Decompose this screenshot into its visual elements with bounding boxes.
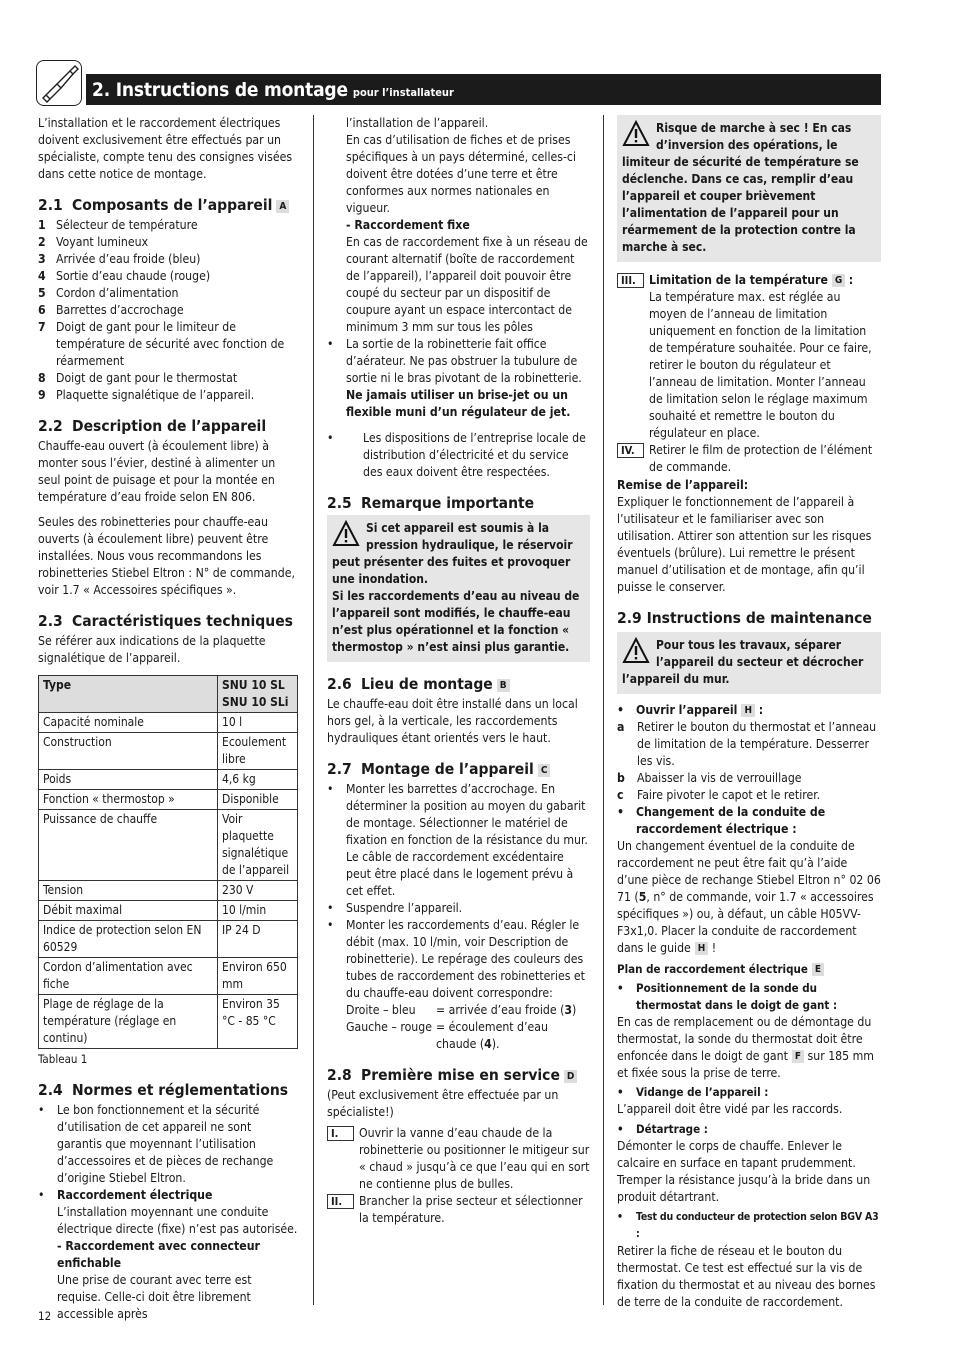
component-item: 1 Sélecteur de température: [38, 218, 198, 232]
bullet-list: [327, 430, 590, 481]
bullet-list: [617, 980, 881, 1014]
page-subtitle: pour l’installateur: [352, 86, 454, 99]
figure-tag: F: [792, 1050, 804, 1063]
table-row: [39, 733, 298, 770]
column-3: [617, 115, 881, 1319]
component-item: 5 Cordon d’alimentation: [38, 286, 179, 300]
step-item: IV. Retirer le film de protection de l’élément de commande.: [617, 442, 881, 476]
table-row: [39, 770, 298, 790]
component-item: 3 Arrivée d’eau froide (bleu): [38, 252, 201, 266]
warning-box: Si cet appareil est soumis à la pression hydraulique, le réservoir peut présenter des fuites et provoquer une inondation. Si les raccordements d’eau au niveau de l’appareil sont modifiés, le chauffe-eau n’est plus opérationnel et la fonction « thermostop » n’est ainsi plus garantie.: [327, 515, 590, 662]
list-item: • Raccordement électrique L’installation moyennant une conduite électrique directe (fixe) n’est pas autorisée. - Raccordement avec connecteur enfichable Une prise de courant avec terre est requise. Celle-ci doit être librement accessible après: [38, 1187, 298, 1323]
column-1: [38, 115, 298, 1323]
table-row: [39, 995, 298, 1049]
warning-icon: [622, 120, 650, 147]
component-item: 6 Barrettes d’accrochage: [38, 303, 184, 317]
component-item: 7 Doigt de gant pour le limiteur de température de sécurité avec fonction de réarmement: [38, 320, 285, 368]
list-item: c Faire pivoter le capot et le retirer.: [617, 788, 821, 802]
table-cell: Construction: [39, 733, 218, 770]
table-cell: Cordon d’alimentation avec fiche: [39, 958, 218, 995]
table-cell: Débit maximal: [39, 901, 218, 921]
table-cell: Poids: [39, 770, 218, 790]
page-number: 12: [38, 1309, 52, 1323]
figure-tag: C: [538, 764, 551, 777]
technical-specs-table: [38, 675, 298, 1049]
figure-tag: B: [497, 679, 510, 692]
warning-box: Pour tous les travaux, séparer l’appareil du secteur et décrocher l’appareil du mur.: [617, 632, 881, 694]
list-item: • Détartrage :: [617, 1121, 881, 1138]
table-row: [39, 901, 298, 921]
bullet-list: [617, 1209, 881, 1243]
section-heading-2-5: 2.5 Remarque importante: [327, 494, 535, 512]
components-list: [38, 217, 298, 404]
list-item: • Ouvrir l’appareil H :: [617, 702, 881, 719]
list-item: • Monter les barrettes d’accrochage. En déterminer la position au moyen du gabarit de montage. Sélectionner le matériel de fixation en fonction de la résistance du mur. Le câble de raccordement excédentaire peut être placé dans le logement prévu à cet effet.: [327, 781, 590, 900]
step-number: I.: [327, 1126, 354, 1141]
table-cell: Environ 35 °C - 85 °C: [218, 995, 298, 1049]
table-cell: 230 V: [218, 881, 298, 901]
table-row: [39, 790, 298, 810]
section-heading-2-3: 2.3 Caractéristiques techniques: [38, 612, 293, 630]
warning-icon: [332, 520, 360, 547]
paragraph: Chauffe-eau ouvert (à écoulement libre) à monter sous l’évier, destiné à alimenter un seul point de puisage et pour la montée en température d’eau froide selon EN 806.: [38, 439, 276, 504]
column-divider: [603, 115, 604, 1305]
list-item: a Retirer le bouton du thermostat et l’anneau de limitation de la température. Desserrer les vis.: [617, 720, 877, 768]
list-item: • Le bon fonctionnement et la sécurité d’utilisation de cet appareil ne sont garantis que moyennant l’utilisation d’accessoires et de pièces de rechange d’origine Stiebel Eltron.: [38, 1102, 298, 1187]
section-heading-2-9: 2.9 Instructions de maintenance: [617, 609, 872, 627]
step-item: III. Limitation de la température G : La température max. est réglée au moyen de l’anneau de limitation uniquement en fonction de la limitation de température souhaitée. Pour ce faire, retirer le bouton du régulateur et l’anneau de limitation. Monter l’anneau de limitation selon le réglage maximum souhaité et remettre le bouton du régulateur en place.: [617, 272, 881, 442]
table-header-cell: Type: [39, 676, 218, 713]
list-item: • Les dispositions de l’entreprise locale de distribution d’électricité et du service des eaux doivent être respectées.: [327, 430, 590, 481]
step-number: IV.: [617, 443, 644, 458]
list-item: b Abaisser la vis de verrouillage: [617, 771, 802, 785]
table-row: [39, 921, 298, 958]
table-cell: Capacité nominale: [39, 713, 218, 733]
column-divider: [313, 115, 314, 1305]
figure-tag: E: [812, 963, 824, 976]
paragraph: Un changement éventuel de la conduite de raccordement ne peut être fait qu’à l’aide d’une pièce de rechange Stiebel Eltron n° 02 06 71 (5, n° de commande, voir 1.7 « accessoires spécifiques ») ou, à défaut, un câble H05VV-F3x1,0. Placer la conduite de raccordement dans le guide H !: [617, 839, 881, 955]
bullet-list: [617, 1121, 881, 1138]
sub-heading: Remise de l’appareil:: [617, 478, 749, 492]
list-item: • Changement de la conduite de raccordement électrique :: [617, 804, 881, 838]
table-cell: Puissance de chauffe: [39, 810, 218, 881]
step-item: II. Brancher la prise secteur et sélectionner la température.: [327, 1193, 590, 1227]
bullet-list: [327, 336, 590, 421]
bullet-list: [617, 804, 881, 838]
section-heading-2-4: 2.4 Normes et réglementations: [38, 1081, 289, 1099]
step-item: I. Ouvrir la vanne d’eau chaude de la robinetterie ou positionner le mitigeur sur « chaud » jusqu’à ce que l’eau qui en sort ne contienne plus de bulles.: [327, 1125, 590, 1193]
table-cell: Plage de réglage de la température (réglage en continu): [39, 995, 218, 1049]
list-item: • Positionnement de la sonde du thermostat dans le doigt de gant :: [617, 980, 881, 1014]
table-caption: Tableau 1: [38, 1052, 88, 1066]
step-number: II.: [327, 1194, 354, 1209]
figure-tag: A: [276, 200, 289, 213]
table-header-row: [39, 676, 298, 713]
paragraph: L’appareil doit être vidé par les raccords.: [617, 1102, 843, 1116]
section-title-bar: [86, 74, 881, 105]
component-item: 8 Doigt de gant pour le thermostat: [38, 371, 238, 385]
paragraph: Retirer la fiche de réseau et le bouton du thermostat. Ce test est effectué sur la vis de fixation du thermostat et au niveau des bornes de terre de la conduite de raccordement.: [617, 1244, 876, 1309]
paragraph: Expliquer le fonctionnement de l’appareil à l’utilisateur et le familiariser avec son utilisation. Attirer son attention sur les risques éventuels (brûlure). Lui remettre le présent manuel d’utilisation et de montage, afin qu’il puisse le conserver.: [617, 495, 872, 594]
sub-heading: Plan de raccordement électrique E: [617, 961, 881, 978]
table-cell: Fonction « thermostop »: [39, 790, 218, 810]
bullet-list: [617, 702, 881, 719]
table-cell: 10 l: [218, 713, 298, 733]
bullet-list: [617, 1084, 881, 1101]
table-cell: 4,6 kg: [218, 770, 298, 790]
section-heading-2-1: 2.1 Composants de l’appareil A: [38, 195, 298, 215]
list-item: • Test du conducteur de protection selon BGV A3 :: [617, 1209, 881, 1243]
table-header-cell: SNU 10 SL SNU 10 SLi: [218, 676, 298, 713]
section-heading-2-2: 2.2 Description de l’appareil: [38, 417, 267, 435]
component-item: 2 Voyant lumineux: [38, 235, 149, 249]
paragraph: Seules des robinetteries pour chauffe-eau ouverts (à écoulement libre) peuvent être installées. Nous vous recommandons les robinetteries Stiebel Eltron : N° de commande, voir 1.7 « Accessoires spécifiques ».: [38, 515, 295, 597]
section-heading-2-7: 2.7 Montage de l’appareil C: [327, 759, 590, 779]
section-heading-2-6: 2.6 Lieu de montage B: [327, 674, 590, 694]
component-item: 9 Plaquette signalétique de l’appareil.: [38, 388, 255, 402]
bullet-list: [38, 1102, 298, 1323]
screwdriver-icon: [36, 60, 82, 106]
paragraph: En cas de raccordement fixe à un réseau de courant alternatif (boîte de raccordement de l’appareil), l’appareil doit pouvoir être coupé du secteur par un dispositif de coupure ayant un espace intercontact de minimum 3 mm sur tous les pôles: [346, 235, 588, 334]
figure-tag: G: [832, 274, 845, 287]
page-title: 2. Instructions de montage: [92, 79, 348, 101]
paragraph: En cas d’utilisation de fiches et de prises spécifiques à un pays déterminé, celles-ci doivent être dotées d’une terre et être conformes aux normes nationales en vigueur.: [346, 133, 577, 215]
paragraph: l’installation de l’appareil.: [346, 116, 489, 130]
figure-tag: H: [695, 942, 709, 955]
figure-tag: D: [564, 1070, 577, 1083]
paragraph: (Peut exclusivement être effectuée par un spécialiste!): [327, 1088, 559, 1119]
paragraph: Démonter le corps de chauffe. Enlever le calcaire en surface en tapant prudemment. Tremper la résistance jusqu’à la bride dans un produit détartrant.: [617, 1139, 871, 1204]
sub-heading: - Raccordement fixe: [346, 218, 470, 232]
table-cell: Ecoulement libre: [218, 733, 298, 770]
list-item: • La sortie de la robinetterie fait office d’aérateur. Ne pas obstruer la tubulure de sortie ni le bras pivotant de la robinetterie. Ne jamais utiliser un brise-jet ou un flexible muni d’un régulateur de jet.: [327, 336, 590, 421]
table-cell: Voir plaquette signalétique de l’appareil: [218, 810, 298, 881]
table-cell: Indice de protection selon EN 60529: [39, 921, 218, 958]
warning-box: Risque de marche à sec ! En cas d’inversion des opérations, le limiteur de sécurité de température se déclenche. Dans ce cas, remplir d’eau l’appareil et couper brièvement l’alimentation de l’appareil pour un réarmement de la protection contre la marche à sec.: [617, 115, 881, 262]
intro-paragraph: L’installation et le raccordement électriques doivent exclusivement être effectués par un spécialiste, compte tenu des consignes visées dans cette notice de montage.: [38, 116, 293, 181]
table-cell: Disponible: [218, 790, 298, 810]
table-cell: Environ 650 mm: [218, 958, 298, 995]
warning-icon: [622, 637, 650, 664]
table-row: [39, 810, 298, 881]
section-heading-2-8: 2.8 Première mise en service D: [327, 1065, 590, 1085]
list-item: • Monter les raccordements d’eau. Régler le débit (max. 10 l/min, voir Description de robinetterie). Le repérage des couleurs des tubes de raccordement des robinetteries et du chauffe-eau doivent correspondre: Droite – bleu = arrivée d’eau froide (3) Gauche – rouge = écoulement d’eau chaude (4).: [327, 917, 590, 1053]
bullet-list: [327, 781, 590, 1053]
list-item: • Suspendre l’appareil.: [327, 900, 590, 917]
list-item: • Vidange de l’appareil :: [617, 1084, 881, 1101]
paragraph: En cas de remplacement ou de démontage du thermostat, la sonde du thermostat doit être enfoncée dans le doigt de gant F sur 185 mm et fixée sous la prise de terre.: [617, 1015, 874, 1080]
table-row: [39, 958, 298, 995]
paragraph: Le chauffe-eau doit être installé dans un local hors gel, à la verticale, les raccordements hydrauliques étant orientés vers le haut.: [327, 697, 578, 745]
table-cell: IP 24 D: [218, 921, 298, 958]
component-item: 4 Sortie d’eau chaude (rouge): [38, 269, 211, 283]
table-cell: Tension: [39, 881, 218, 901]
table-row: [39, 713, 298, 733]
figure-tag: H: [741, 704, 755, 717]
paragraph: Se référer aux indications de la plaquette signalétique de l’appareil.: [38, 634, 266, 665]
step-number: III.: [617, 273, 644, 288]
column-2: [327, 115, 590, 1227]
table-row: [39, 881, 298, 901]
table-cell: 10 l/min: [218, 901, 298, 921]
